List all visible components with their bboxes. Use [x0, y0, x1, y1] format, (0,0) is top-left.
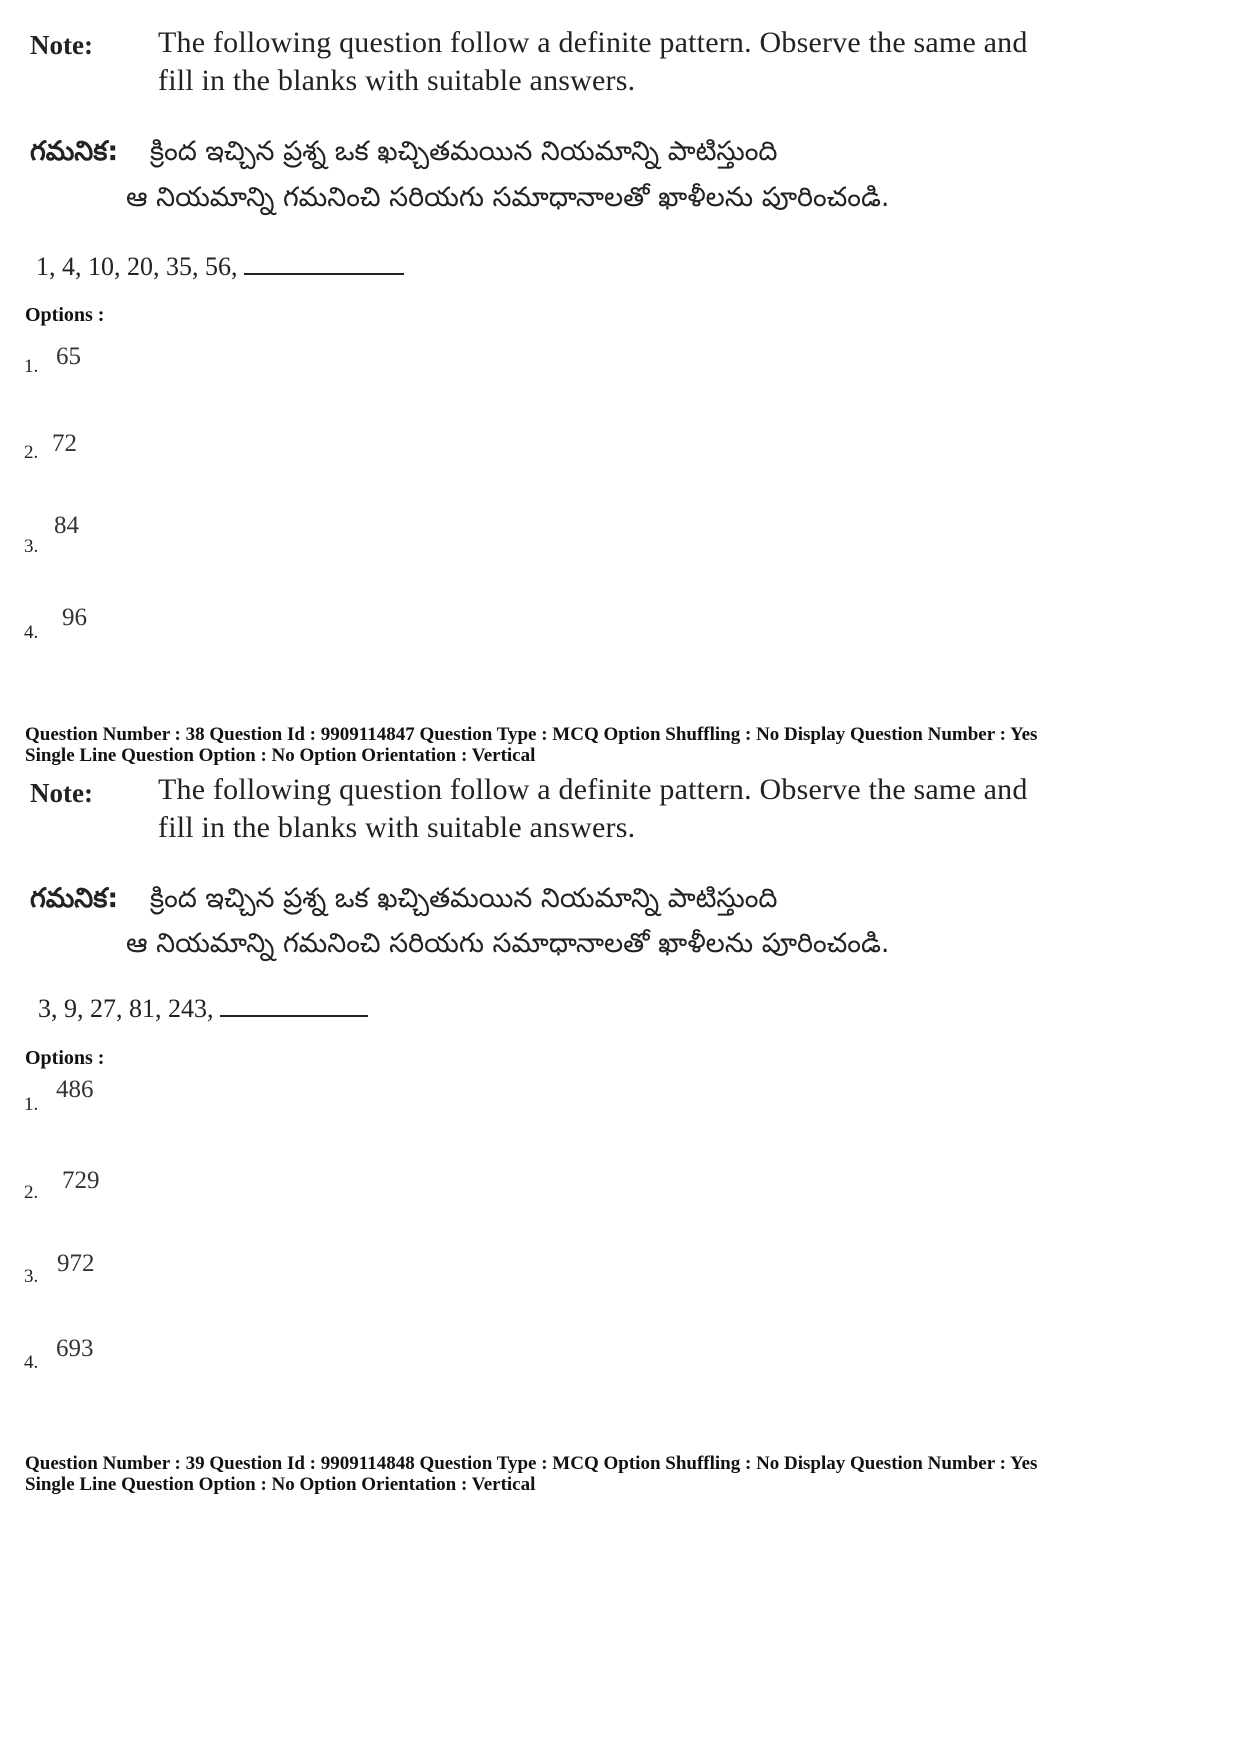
option-number: 2.: [24, 1182, 39, 1203]
note-text-line-1: The following question follow a definite pattern. Observe the same and: [158, 773, 1028, 806]
note-text-line-2: fill in the blanks with suitable answers.: [158, 811, 636, 844]
option-value: 84: [54, 512, 79, 539]
note-text-line-1: The following question follow a definite pattern. Observe the same and: [158, 26, 1028, 59]
options-heading: Options :: [25, 304, 105, 326]
sequence-text: 3, 9, 27, 81, 243,: [38, 994, 214, 1023]
telugu-note-line-1: క్రింద ఇచ్చిన ప్రశ్న ఒక ఖచ్చితమయిన నియమాన్ని పాటిస్తుంది: [150, 883, 778, 914]
sequence-question: [38, 994, 368, 1024]
option-number: 2.: [24, 442, 39, 463]
telugu-note-line-1: క్రింద ఇచ్చిన ప్రశ్న ఒక ఖచ్చితమయిన నియమాన్ని పాటిస్తుంది: [150, 136, 778, 167]
sequence-text: 1, 4, 10, 20, 35, 56,: [36, 252, 238, 281]
telugu-note-label: గమనిక:: [30, 136, 119, 167]
question-meta-line-2: Single Line Question Option : No Option Orientation : Vertical: [25, 745, 536, 766]
note-label: Note:: [30, 778, 93, 808]
option-value: 72: [52, 430, 77, 457]
option-value: 729: [62, 1167, 100, 1194]
question-meta-line-2: Single Line Question Option : No Option Orientation : Vertical: [25, 1474, 536, 1495]
sequence-question: [36, 252, 404, 282]
option-number: 3.: [24, 1266, 39, 1287]
note-text-line-2: fill in the blanks with suitable answers.: [158, 64, 636, 97]
option-value: 96: [62, 604, 87, 631]
option-value: 693: [56, 1335, 94, 1362]
option-number: 1.: [24, 1094, 39, 1115]
option-number: 1.: [24, 356, 39, 377]
option-value: 972: [57, 1250, 95, 1277]
answer-blank: [244, 271, 404, 275]
answer-blank: [220, 1013, 368, 1017]
option-value: 486: [56, 1076, 94, 1103]
question-meta-line-1: Question Number : 38 Question Id : 9909114847 Question Type : MCQ Option Shuffling : No Display Question Number : Yes: [25, 724, 1038, 745]
question-meta-line-1: Question Number : 39 Question Id : 9909114848 Question Type : MCQ Option Shuffling : No Display Question Number : Yes: [25, 1453, 1038, 1474]
telugu-note-line-2: ఆ నియమాన్ని గమనించి సరియగు సమాధానాలతో ఖాళీలను పూరించండి.: [126, 182, 890, 213]
note-label: Note:: [30, 30, 93, 60]
telugu-note-line-2: ఆ నియమాన్ని గమనించి సరియగు సమాధానాలతో ఖాళీలను పూరించండి.: [126, 928, 890, 959]
option-value: 65: [56, 343, 81, 370]
options-heading: Options :: [25, 1047, 105, 1069]
option-number: 4.: [24, 622, 39, 643]
telugu-note-label: గమనిక:: [30, 883, 119, 914]
option-number: 4.: [24, 1352, 39, 1373]
option-number: 3.: [24, 536, 39, 557]
